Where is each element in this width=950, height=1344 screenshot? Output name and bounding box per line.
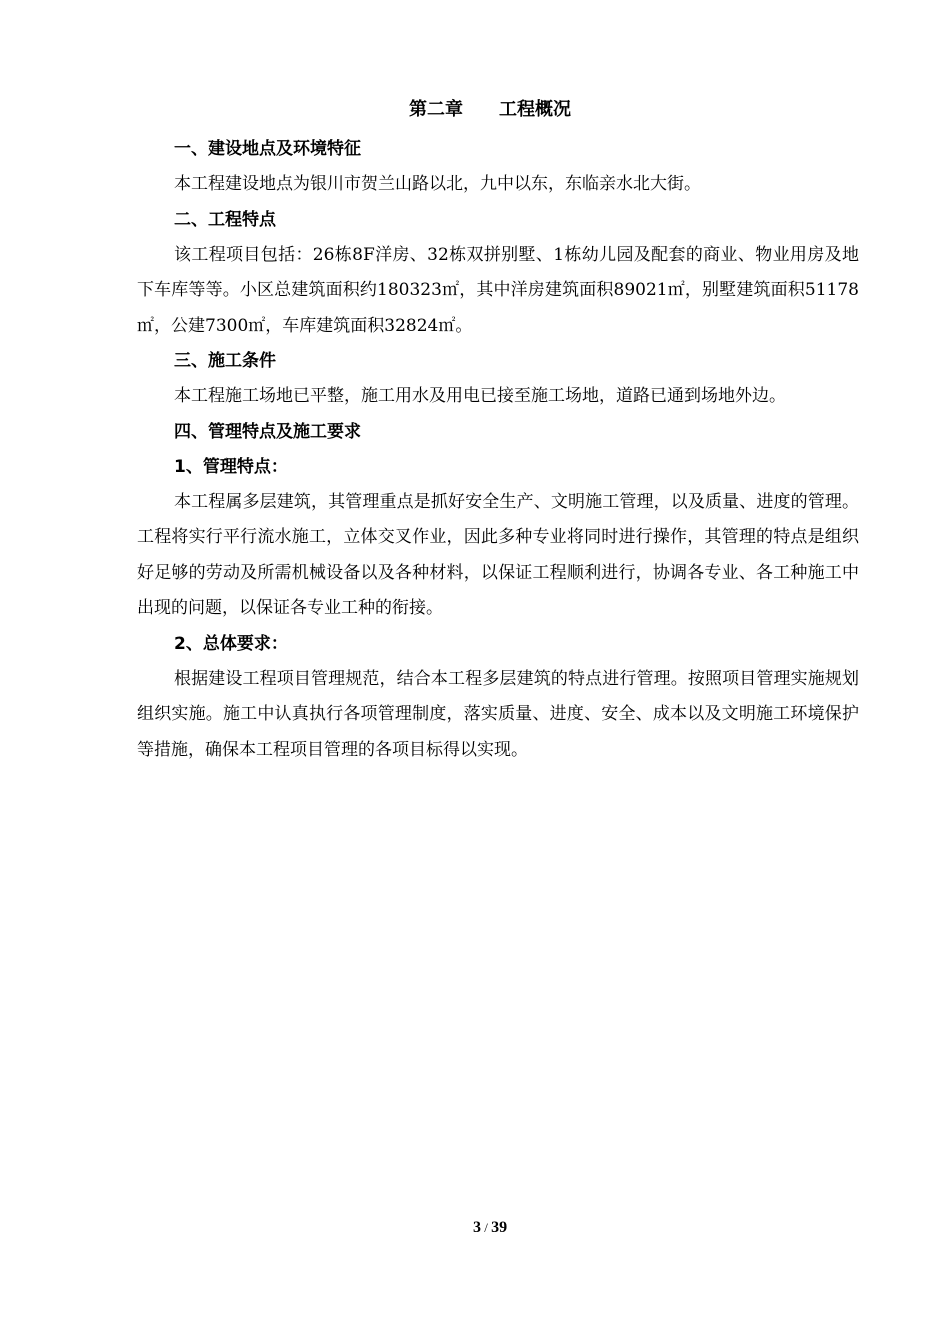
section-heading-management: 四、管理特点及施工要求 [174,421,361,442]
section-text-location: 本工程建设地点为银川市贺兰山路以北，九中以东，东临亲水北大街。 [174,174,701,194]
page-total: 39 [491,1219,508,1236]
subsection-text-management-features: 本工程属多层建筑，其管理重点是抓好安全生产、文明施工管理，以及质量、进度的管理。工程将实行平行流水施工，立体交叉作业，因此多种专业将同时进行操作，其管理的特点是组织好足够的劳动及所需机械设备以及各种材料，以保证工程顺利进行，协调各专业、各工种施工中出现的问题，以保证各专业工种的衔接。 [137,491,859,618]
subsection-text-overall-requirements: 根据建设工程项目管理规范，结合本工程多层建筑的特点进行管理。按照项目管理实施规划组织实施。施工中认真执行各项管理制度，落实质量、进度、安全、成本以及文明施工环境保护等措施，确保本工程项目管理的各项目标得以实现。 [137,668,859,760]
document-body [137,132,859,768]
page-current: 3 [472,1219,481,1236]
section-heading-features: 二、工程特点 [174,209,276,230]
subsection-heading-overall-requirements: 2、总体要求： [174,633,288,654]
section-text-conditions: 本工程施工场地已平整，施工用水及用电已接至施工场地，道路已通到场地外边。 [174,386,786,406]
page-number [0,1219,950,1237]
section-heading-location: 一、建设地点及环境特征 [174,139,361,159]
section-heading-conditions: 三、施工条件 [174,351,276,371]
chapter-title: 第二章 工程概况 [409,99,571,120]
page-separator: / [480,1220,492,1235]
section-text-features: 该工程项目包括：26栋8F洋房、32栋双拼别墅、1栋幼儿园及配套的商业、物业用房及地下车库等等。小区总建筑面积约180323㎡，其中洋房建筑面积89021㎡，别墅建筑面积51178㎡，公建7300㎡，车库建筑面积32824㎡。 [137,244,859,336]
subsection-heading-management-features: 1、管理特点： [174,456,288,477]
